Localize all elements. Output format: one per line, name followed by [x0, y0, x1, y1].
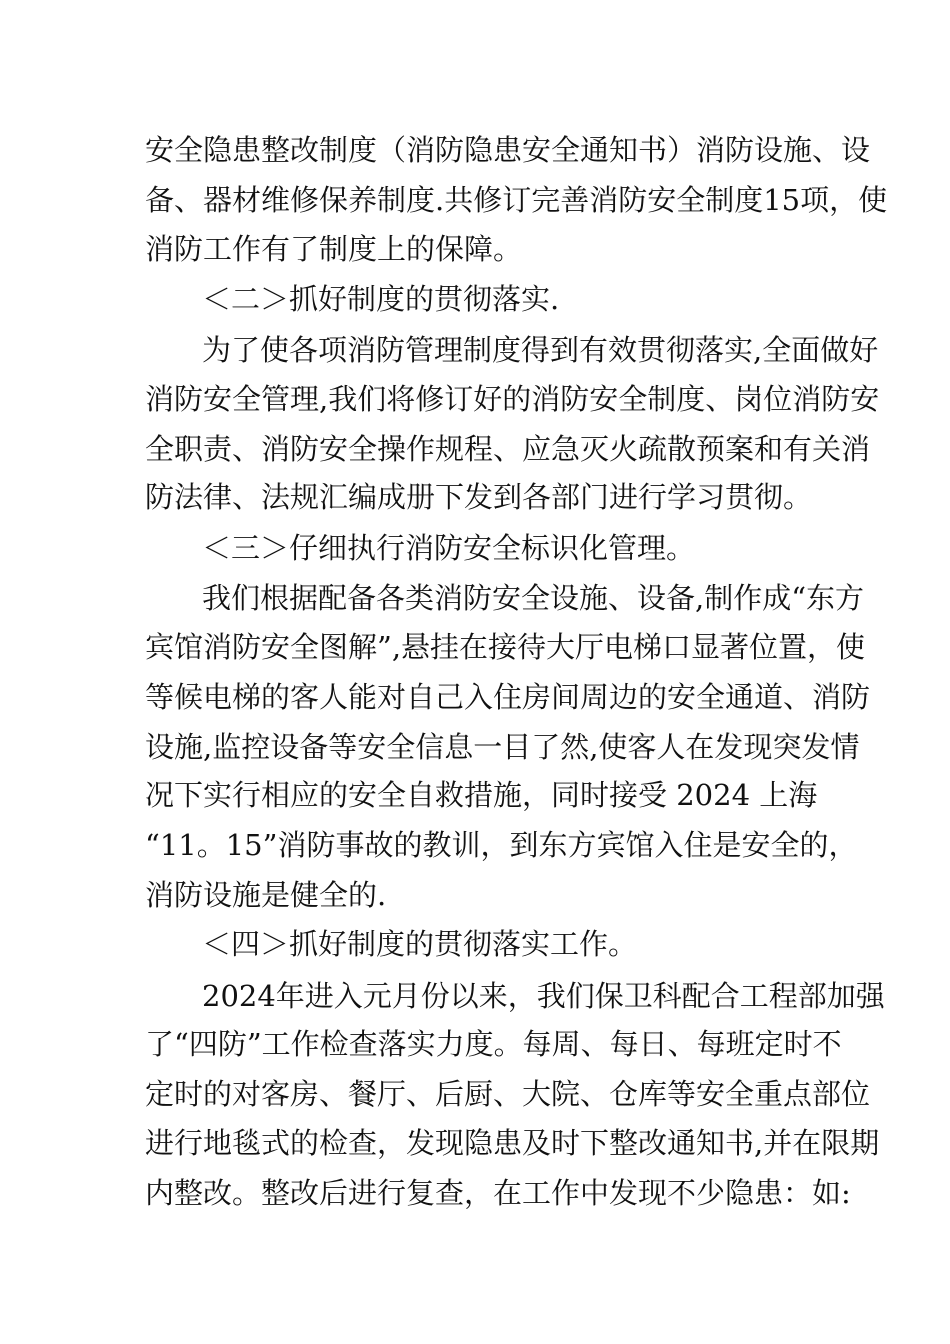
text-line: 备、器材维修保养制度.共修订完善消防安全制度15项，使 — [145, 183, 888, 217]
text-line: 定时的对客房、餐厅、后厨、大院、仓库等安全重点部位 — [145, 1077, 871, 1111]
text-line: 况下实行相应的安全自救措施，同时接受 2024 上海 — [145, 778, 818, 812]
text-line: 进行地毯式的检查，发现隐患及时下整改通知书,并在限期 — [145, 1126, 880, 1160]
text-line: 防法律、法规汇编成册下发到各部门进行学习贯彻。 — [145, 480, 813, 514]
section-heading: ＜四＞抓好制度的贯彻落实工作。 — [202, 927, 638, 961]
text-line: 为了使各项消防管理制度得到有效贯彻落实,全面做好 — [202, 333, 879, 367]
text-line: 我们根据配备各类消防安全设施、设备,制作成“东方 — [202, 581, 865, 615]
text-line: 消防工作有了制度上的保障。 — [145, 232, 523, 266]
section-heading: ＜二＞抓好制度的贯彻落实. — [202, 282, 560, 316]
text-line: 设施,监控设备等安全信息一目了然,使客人在发现突发情 — [145, 730, 860, 764]
text-line: 消防设施是健全的. — [145, 878, 387, 912]
text-line: 消防安全管理,我们将修订好的消防安全制度、岗位消防安 — [145, 382, 880, 416]
text-line: 了“四防”工作检查落实力度。每周、每日、每班定时不 — [145, 1027, 842, 1061]
text-line: 全职责、消防安全操作规程、应急灭火疏散预案和有关消 — [145, 432, 871, 466]
section-heading: ＜三＞仔细执行消防安全标识化管理。 — [202, 531, 696, 565]
text-line: “11。15”消防事故的教训，到东方宾馆入住是安全的， — [145, 828, 858, 862]
text-line: 2024年进入元月份以来，我们保卫科配合工程部加强 — [202, 979, 885, 1013]
text-line: 宾馆消防安全图解”,悬挂在接待大厅电梯口显著位置，使 — [145, 630, 866, 664]
text-line: 等候电梯的客人能对自己入住房间周边的安全通道、消防 — [145, 680, 871, 714]
text-line: 内整改。整改后进行复查，在工作中发现不少隐患：如: — [145, 1176, 851, 1210]
text-line: 安全隐患整改制度（消防隐患安全通知书）消防设施、设 — [145, 133, 871, 167]
